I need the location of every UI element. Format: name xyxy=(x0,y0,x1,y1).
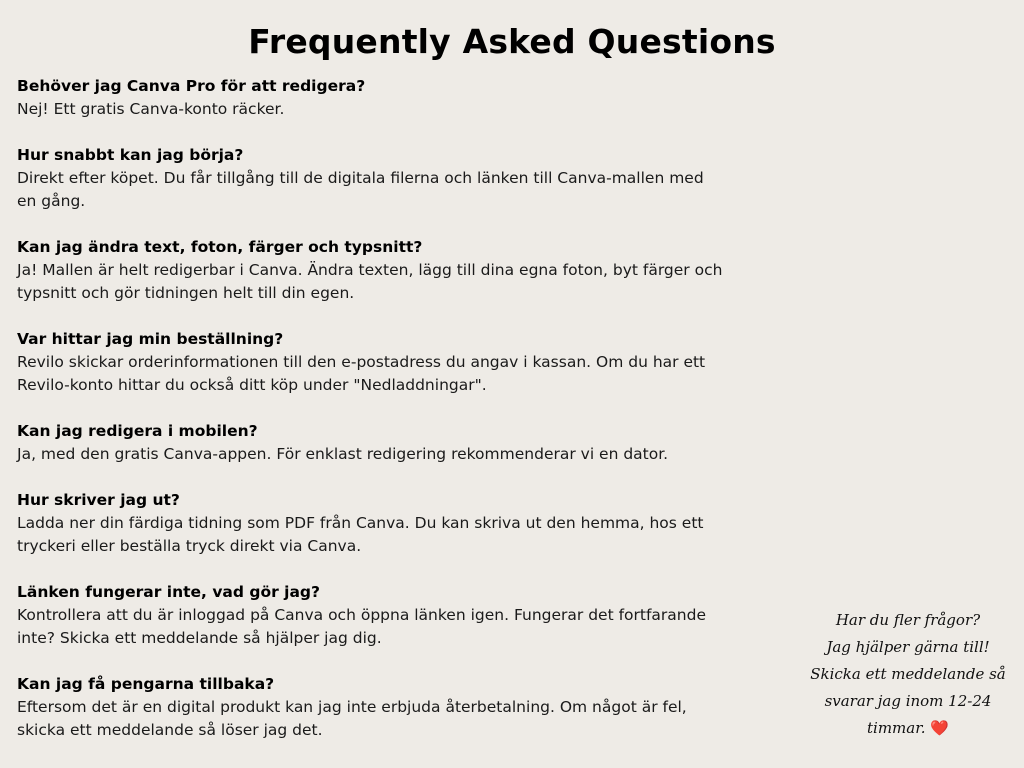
faq-answer: Direkt efter köpet. Du får tillgång till de digitala filerna och länken till Canva-mallen med en gång. xyxy=(17,169,704,210)
faq-question: Länken fungerar inte, vad gör jag? xyxy=(17,583,321,601)
note-line: Jag hjälper gärna till! xyxy=(826,638,990,656)
faq-question: Kan jag ändra text, foton, färger och typsnitt? xyxy=(17,238,423,256)
faq-list xyxy=(17,75,727,765)
faq-answer: Nej! Ett gratis Canva-konto räcker. xyxy=(17,100,285,118)
note-line: Skicka ett meddelande så xyxy=(810,665,1006,683)
note-line: Har du fler frågor? xyxy=(835,611,981,629)
faq-item xyxy=(17,75,727,121)
faq-item xyxy=(17,673,727,742)
faq-item xyxy=(17,581,727,650)
faq-question: Hur snabbt kan jag börja? xyxy=(17,146,244,164)
faq-question: Hur skriver jag ut? xyxy=(17,491,180,509)
faq-question: Kan jag redigera i mobilen? xyxy=(17,422,258,440)
faq-answer: Ja! Mallen är helt redigerbar i Canva. Ändra texten, lägg till dina egna foton, byt färger och typsnitt och gör tidningen helt till din egen. xyxy=(17,261,723,302)
note-line-last xyxy=(808,715,1008,742)
faq-item xyxy=(17,420,727,466)
faq-answer: Revilo skickar orderinformationen till den e-postadress du angav i kassan. Om du har ett Revilo-konto hittar du också ditt köp under "Nedladdningar". xyxy=(17,353,706,394)
faq-answer: Eftersom det är en digital produkt kan jag inte erbjuda återbetalning. Om något är fel, skicka ett meddelande så löser jag det. xyxy=(17,698,687,739)
faq-answer: Kontrollera att du är inloggad på Canva och öppna länken igen. Fungerar det fortfarande inte? Skicka ett meddelande så hjälper jag dig. xyxy=(17,606,706,647)
faq-answer: Ja, med den gratis Canva-appen. För enklast redigering rekommenderar vi en dator. xyxy=(17,445,669,463)
page-title: Frequently Asked Questions xyxy=(248,22,776,61)
faq-answer: Ladda ner din färdiga tidning som PDF från Canva. Du kan skriva ut den hemma, hos ett tryckeri eller beställa tryck direkt via Canva. xyxy=(17,514,704,555)
faq-item xyxy=(17,144,727,213)
faq-item xyxy=(17,328,727,397)
note-line: svarar jag inom 12-24 xyxy=(824,692,992,710)
contact-note xyxy=(808,607,1008,742)
faq-question: Behöver jag Canva Pro för att redigera? xyxy=(17,77,366,95)
faq-question: Var hittar jag min beställning? xyxy=(17,330,284,348)
faq-item xyxy=(17,236,727,305)
faq-question: Kan jag få pengarna tillbaka? xyxy=(17,675,275,693)
heart-icon: ❤️ xyxy=(930,719,949,737)
faq-item xyxy=(17,489,727,558)
note-line: timmar. xyxy=(867,719,926,737)
